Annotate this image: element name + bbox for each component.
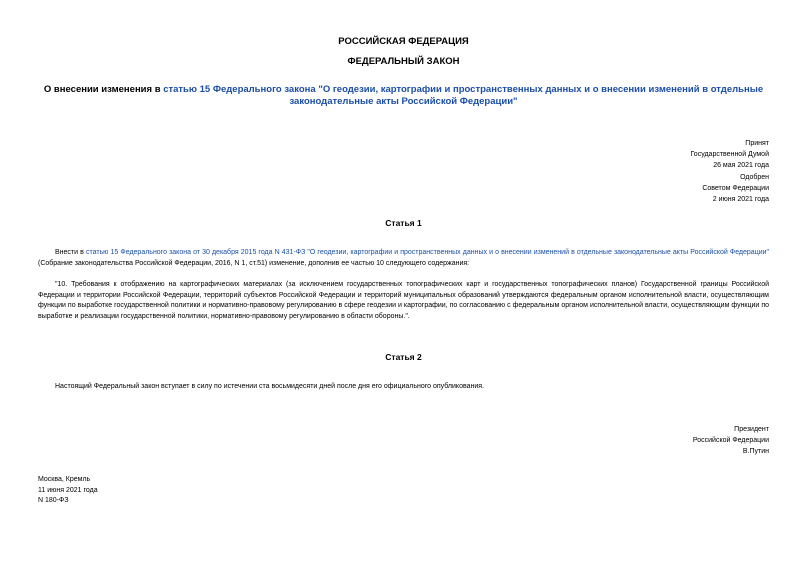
article-1-p1-prefix: Внести в — [55, 249, 86, 256]
footer-place: Москва, Кремль — [38, 476, 91, 483]
law-title-prefix: О внесении изменения в — [43, 84, 164, 95]
article-1-paragraph-2: "10. Требования к отображению на картографических материалах (за исключением государственных топографических карт и государственных топографических планов) Государственной границы Российской Федерации и территории Российской Федерации, территорий субъектов Российской Федерации и территорий муниципальных образований утверждаются федеральным органом исполнительной власти, осуществляющим функции по выработке государственной политики и нормативно-правовому регулированию в сфере геодезии и картографии, по согласованию с федеральным органом исполнительной власти, осуществляющим функции по выработке и реализации государственной политики, нормативно-правовому регулированию в области обороны.". — [38, 281, 769, 320]
signer-country: Российской Федерации — [692, 437, 769, 445]
article-1-paragraph-1 — [38, 248, 769, 269]
footer-date: 11 июня 2021 года — [38, 486, 98, 494]
article-2-heading: Статья 2 — [385, 352, 422, 362]
signer-title: Президент — [734, 426, 769, 433]
signer-name: В.Путин — [742, 448, 769, 456]
adopted-label: Принят — [745, 140, 769, 147]
approved-label: Одобрен — [740, 173, 769, 181]
article-1-p1-suffix: (Собрание законодательства Российской Федерации, 2016, N 1, ст.51) изменение, дополнив ее частью 10 следующего содержания: — [38, 259, 470, 267]
article-1-p1-link[interactable]: статью 15 Федерального закона от 30 декабря 2015 года N 431-ФЗ "О геодезии, картографии и пространственных данных и о внесении изменений в отдельные законодательные акты Российской Федерации" — [85, 249, 770, 256]
approved-by: Советом Федерации — [702, 184, 769, 192]
footer-number: N 180-ФЗ — [38, 497, 69, 505]
adopted-date: 26 мая 2021 года — [713, 162, 769, 170]
article-2-paragraph-1: Настоящий Федеральный закон вступает в силу по истечении ста восьмидесяти дней после дня его официального опубликования. — [55, 383, 485, 390]
adopted-by: Государственной Думой — [690, 151, 769, 159]
adoption-block — [690, 138, 769, 205]
approved-date: 2 июня 2021 года — [712, 196, 769, 204]
law-title — [40, 84, 767, 108]
footer-block — [38, 475, 98, 507]
country-heading: РОССИЙСКАЯ ФЕДЕРАЦИЯ — [338, 36, 469, 47]
document-type-heading: ФЕДЕРАЛЬНЫЙ ЗАКОН — [347, 56, 460, 67]
signature-block — [693, 424, 769, 458]
article-1-heading: Статья 1 — [385, 218, 422, 228]
law-title-link[interactable]: статью 15 Федерального закона "О геодезии, картографии и пространственных данных и о внесении изменений в отдельные законодательные акты Российской Федерации" — [163, 84, 764, 107]
